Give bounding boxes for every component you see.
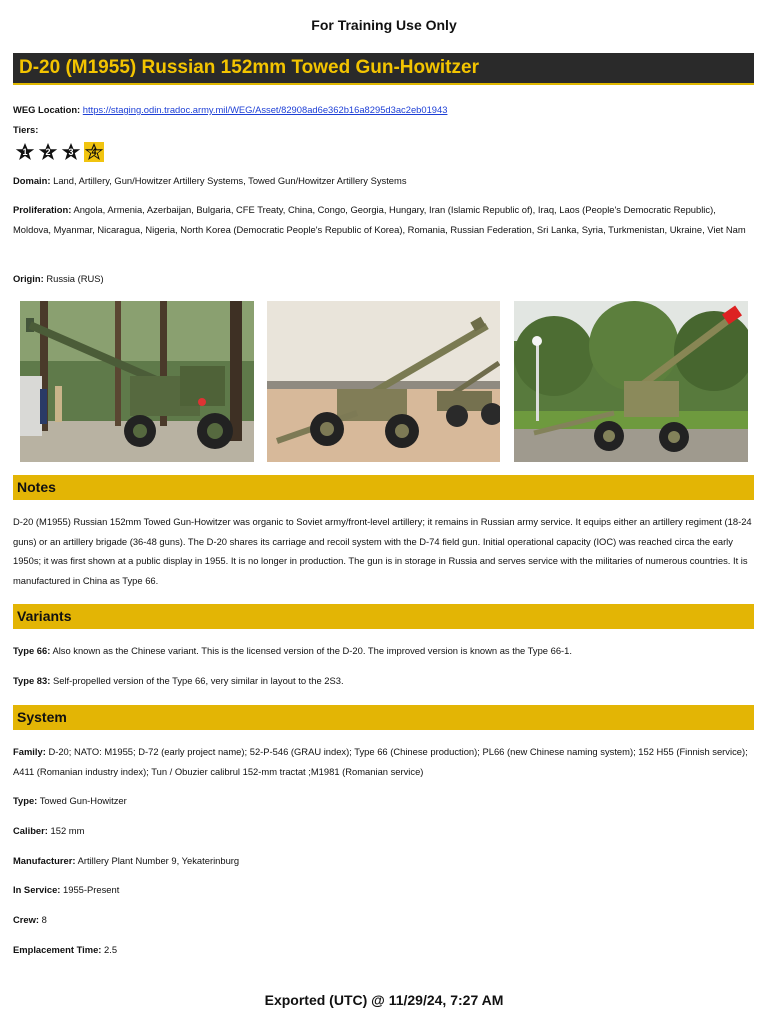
system-caliber: Caliber: 152 mm (13, 825, 85, 836)
weg-location-link[interactable]: https://staging.odin.tradoc.army.mil/WEG/Asset/82908ad6e362b16a8295d3ac2eb01943 (82, 104, 448, 115)
page-title: D-20 (M1955) Russian 152mm Towed Gun-Howitzer (19, 57, 479, 78)
notes-text: D-20 (M1955) Russian 152mm Towed Gun-Howitzer was organic to Soviet army/front-level artillery; it remains in Russian army service. It equips either an artillery regiment (18-24 guns) or an artillery brigade (36-48 guns). The D-20 shares its carriage and recoil system with the D-74 field gun. Initial operational capacity (IOC) was reached circa the early 1950s; it was first shown at a public display in 1955. It is no longer in production. The gun is in storage in Russia and serves service with the militaries of numerous countries. It is manufactured in China as Type 66. (13, 516, 752, 586)
tier-3-badge: 3 (61, 142, 81, 162)
origin-value: Russia (RUS) (46, 273, 104, 284)
system-family: Family: D-20; NATO: M1955; D-72 (early project name); 52-P-546 (GRAU index); Type 66 (Chinese production); PL66 (new Chinese naming system); 152 H55 (Finnish service); A411 (Romanian industry index); Tun / Obuzier calibrul 152-mm tractat ;M1981 (Romanian service) (13, 746, 748, 777)
variant-type-83: Type 83: Self-propelled version of the Type 66, very similar in layout to the 2S3. (13, 675, 344, 686)
variant-type-66: Type 66: Also known as the Chinese variant. This is the licensed version of the D-20. The improved version is known as the Type 66-1. (13, 645, 572, 656)
tier-badges (15, 142, 104, 162)
domain-field (13, 171, 755, 191)
page-title-bar (13, 53, 754, 85)
system-emplacement-time: Emplacement Time: 2.5 (13, 944, 118, 955)
export-footer: Exported (UTC) @ 11/29/24, 7:27 AM (264, 992, 504, 1008)
system-manufacturer: Manufacturer: Artillery Plant Number 9, Yekaterinburg (13, 855, 240, 866)
tier-4-badge-active: 4 (84, 142, 104, 162)
system-type: Type: Towed Gun-Howitzer (13, 795, 127, 806)
domain-value: Land, Artillery, Gun/Howitzer Artillery Systems, Towed Gun/Howitzer Artillery Systems (53, 175, 407, 186)
domain-label: Domain: (13, 175, 51, 186)
origin-field (13, 269, 755, 289)
tiers-label: Tiers: (13, 124, 39, 135)
variants-section-header: Variants (13, 604, 754, 629)
tier-1-badge: 1 (15, 142, 35, 162)
howitzer-photo-3 (514, 301, 748, 462)
howitzer-photo-1 (20, 301, 254, 462)
training-banner: For Training Use Only (311, 17, 457, 33)
weg-location (13, 100, 755, 120)
system-crew: Crew: 8 (13, 914, 47, 925)
proliferation-label: Proliferation: (13, 204, 72, 215)
notes-section-header: Notes (13, 475, 754, 500)
howitzer-photo-2 (267, 301, 500, 462)
system-in-service: In Service: 1955-Present (13, 884, 120, 895)
weg-location-label: WEG Location: (13, 104, 81, 115)
origin-label: Origin: (13, 273, 44, 284)
proliferation-value: Angola, Armenia, Azerbaijan, Bulgaria, CFE Treaty, China, Congo, Georgia, Hungary, Iran (Islamic Republic of), Iraq, Laos (People's Democratic Republic), Moldova, Myanmar, Nicaragua, Nigeria, North Korea (Democratic People's Republic of Korea), Romania, Russian Federation, Sri Lanka, Syria, Turkmenistan, Ukraine, Viet Nam (13, 204, 746, 235)
tier-2-badge: 2 (38, 142, 58, 162)
system-section-header: System (13, 705, 754, 730)
proliferation-field (13, 200, 755, 239)
